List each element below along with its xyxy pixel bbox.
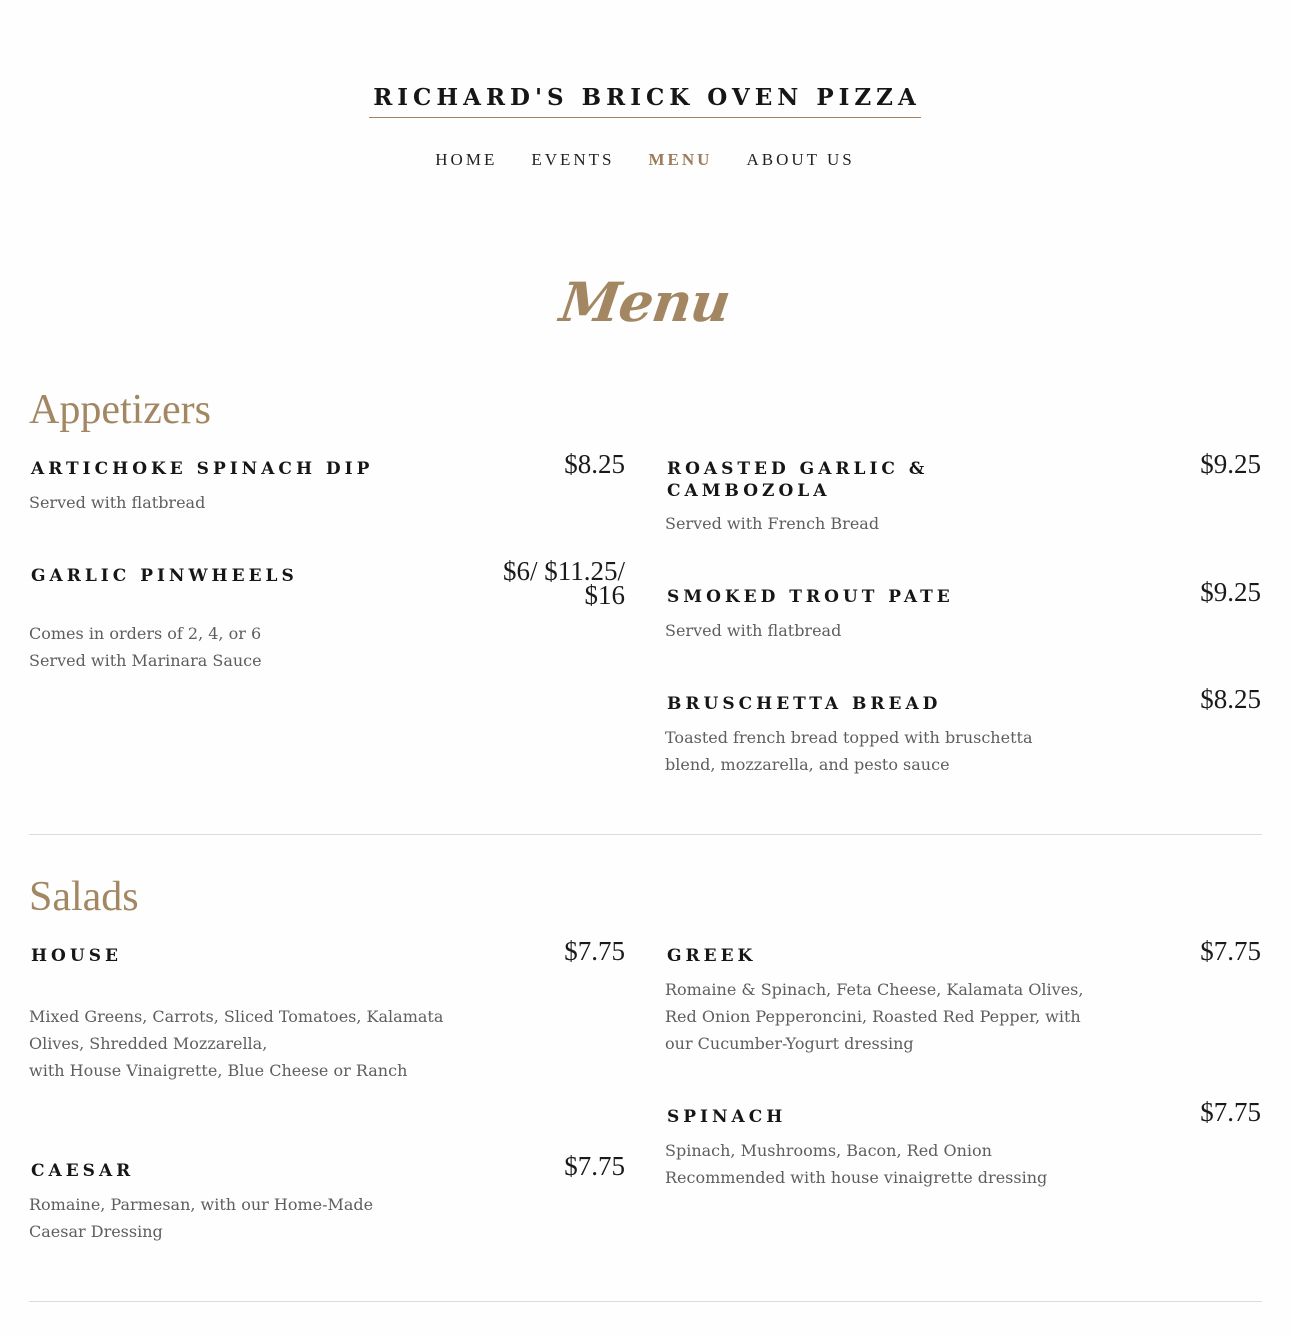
item-price: $7.75 <box>564 1151 625 1181</box>
nav-about-us[interactable]: ABOUT US <box>746 150 855 169</box>
item-price: $9.25 <box>1200 449 1261 479</box>
item-price: $8.25 <box>1200 684 1261 714</box>
menu-item <box>665 1097 1261 1196</box>
item-description: Served with French Bread <box>665 514 880 533</box>
item-description: Romaine, Parmesan, with our Home-Made Caesar Dressing <box>29 1195 374 1241</box>
section-divider <box>29 834 1262 835</box>
item-price: $6/ $11.25/ $16 <box>502 556 625 610</box>
item-name: BRUSCHETTA BREAD <box>667 694 942 714</box>
item-name: ARTICHOKE SPINACH DIP <box>31 459 374 479</box>
nav-events[interactable]: EVENTS <box>531 150 615 169</box>
item-description: Spinach, Mushrooms, Bacon, Red Onion Recommended with house vinaigrette dressing <box>665 1141 1048 1187</box>
menu-item <box>665 936 1261 1055</box>
menu-item <box>665 577 1261 656</box>
item-name: GREEK <box>667 946 757 966</box>
nav-menu[interactable]: MENU <box>648 150 713 169</box>
item-price: $7.75 <box>1200 936 1261 966</box>
item-description: Served with flatbread <box>29 493 206 512</box>
section-title-salads: Salads <box>29 874 139 920</box>
menu-item <box>665 684 1261 783</box>
item-name: SPINACH <box>667 1107 787 1127</box>
menu-item <box>29 936 625 1085</box>
section-title-appetizers: Appetizers <box>29 387 211 433</box>
item-description: Romaine & Spinach, Feta Cheese, Kalamata Olives, Red Onion Pepperoncini, Roasted Red Pepper, with our Cucumber-Yogurt dressing <box>665 980 1084 1053</box>
site-header <box>0 84 1290 118</box>
item-description: Served with flatbread <box>665 621 842 640</box>
menu-item <box>29 1151 625 1250</box>
page-title: Menu <box>556 270 734 334</box>
item-price: $7.75 <box>564 936 625 966</box>
nav-home[interactable]: HOME <box>435 150 498 169</box>
item-description: Mixed Greens, Carrots, Sliced Tomatoes, Kalamata Olives, Shredded Mozzarella, with House Vinaigrette, Blue Cheese or Ranch <box>29 1007 444 1080</box>
item-price: $7.75 <box>1200 1097 1261 1127</box>
item-price: $9.25 <box>1200 577 1261 607</box>
main-nav <box>0 150 1290 170</box>
item-description: Comes in orders of 2, 4, or 6 Served with Marinara Sauce <box>29 624 262 670</box>
item-name: SMOKED TROUT PATE <box>667 587 954 607</box>
item-price: $8.25 <box>564 449 625 479</box>
item-name: HOUSE <box>31 946 122 966</box>
item-name: ROASTED GARLIC & CAMBOZOLA <box>667 459 929 501</box>
menu-item <box>29 556 625 675</box>
item-name: GARLIC PINWHEELS <box>31 566 298 586</box>
item-description: Toasted french bread topped with bruschetta blend, mozzarella, and pesto sauce <box>665 728 1033 774</box>
section-divider <box>29 1301 1262 1302</box>
menu-item <box>665 449 1261 548</box>
menu-item <box>29 449 625 528</box>
item-name: CAESAR <box>31 1161 135 1181</box>
site-title[interactable]: RICHARD'S BRICK OVEN PIZZA <box>369 84 921 118</box>
